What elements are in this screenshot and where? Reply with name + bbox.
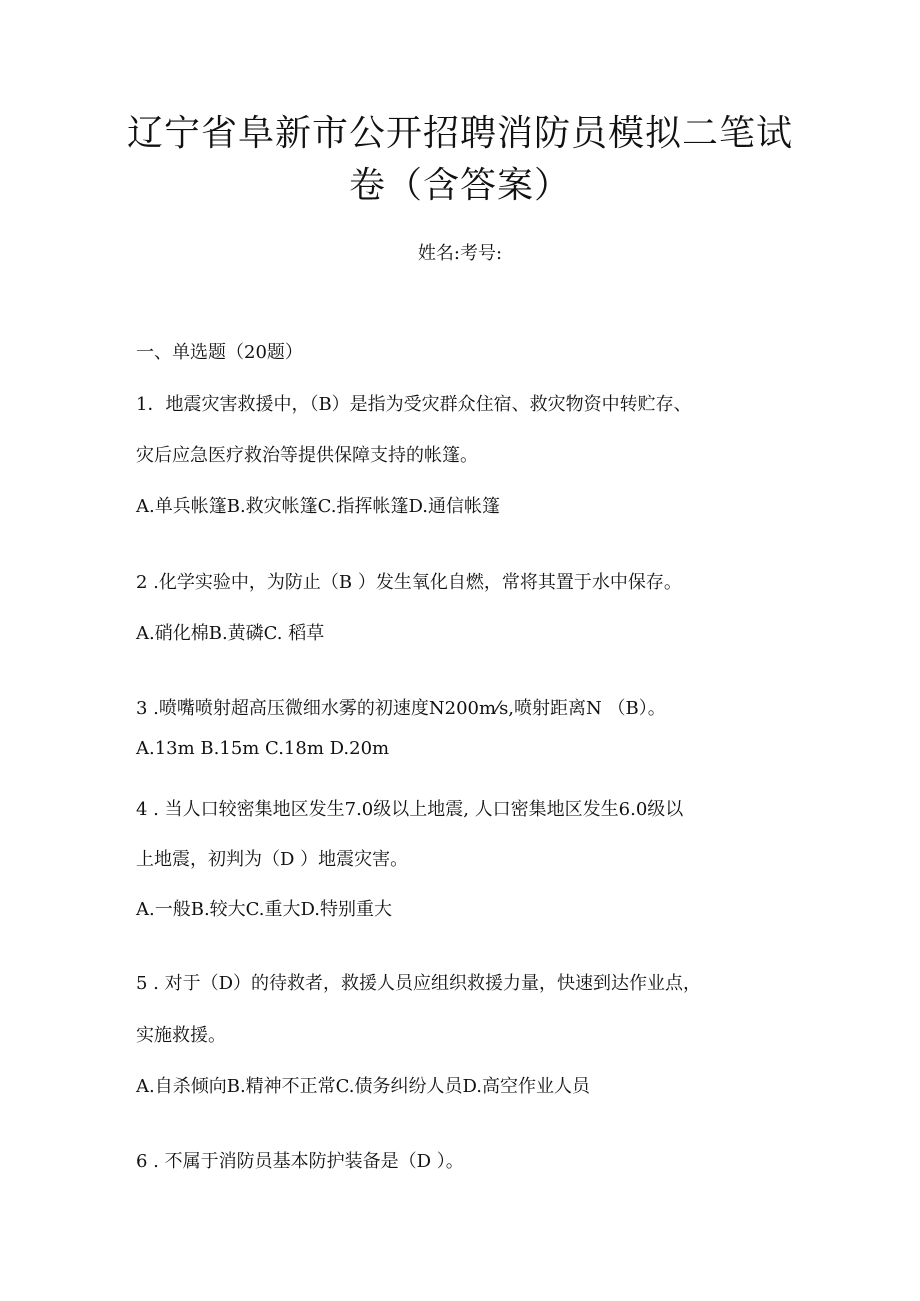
question-1-options: A.单兵帐篷B.救灾帐篷C.指挥帐篷D.通信帐篷 [136,496,501,517]
question-1-stem-line-2: 灾后应急医疗救治等提供保障支持的帐篷。 [136,445,478,466]
question-3-stem-line-1: 3 .喷嘴喷射超高压微细水雾的初速度N200m⁄s,喷射距离N （B）。 [136,698,666,719]
document-title [120,108,800,212]
question-5-stem-line-2: 实施救援。 [136,1025,226,1046]
question-4-stem-line-1: 4 . 当人口较密集地区发生7.0级以上地震, 人口密集地区发生6.0级以 [136,799,684,820]
question-2-stem-line-1: 2 .化学实验中，为防止（B ）发生氧化自燃，常将其置于水中保存。 [136,572,682,593]
question-3-options: A.13m B.15m C.18m D.20m [136,738,390,759]
question-5-options: A.自杀倾向B.精神不正常C.债务纠纷人员D.高空作业人员 [136,1076,591,1097]
question-4-options: A.一般B.较大C.重大D.特别重大 [136,899,393,920]
section-heading: 一、单选题（20题） [136,342,303,363]
title-line-1: 辽宁省阜新市公开招聘消防员模拟二笔试 [126,113,793,154]
question-2-options: A.硝化棉B.黄磷C. 稻草 [136,623,325,644]
question-6-stem-line-1: 6 . 不属于消防员基本防护装备是（D ）。 [136,1151,464,1172]
title-line-2: 卷（含答案） [348,165,571,206]
question-5-stem-line-1: 5 . 对于（D）的待救者，救援人员应组织救援力量，快速到达作业点， [136,973,702,994]
name-id-fields: 姓名:考号: [417,243,503,264]
question-4-stem-line-2: 上地震，初判为（D ）地震灾害。 [136,849,409,870]
question-1-stem-line-1: 1．地震灾害救援中，（B）是指为受灾群众住宿、救灾物资中转贮存、 [136,394,692,415]
